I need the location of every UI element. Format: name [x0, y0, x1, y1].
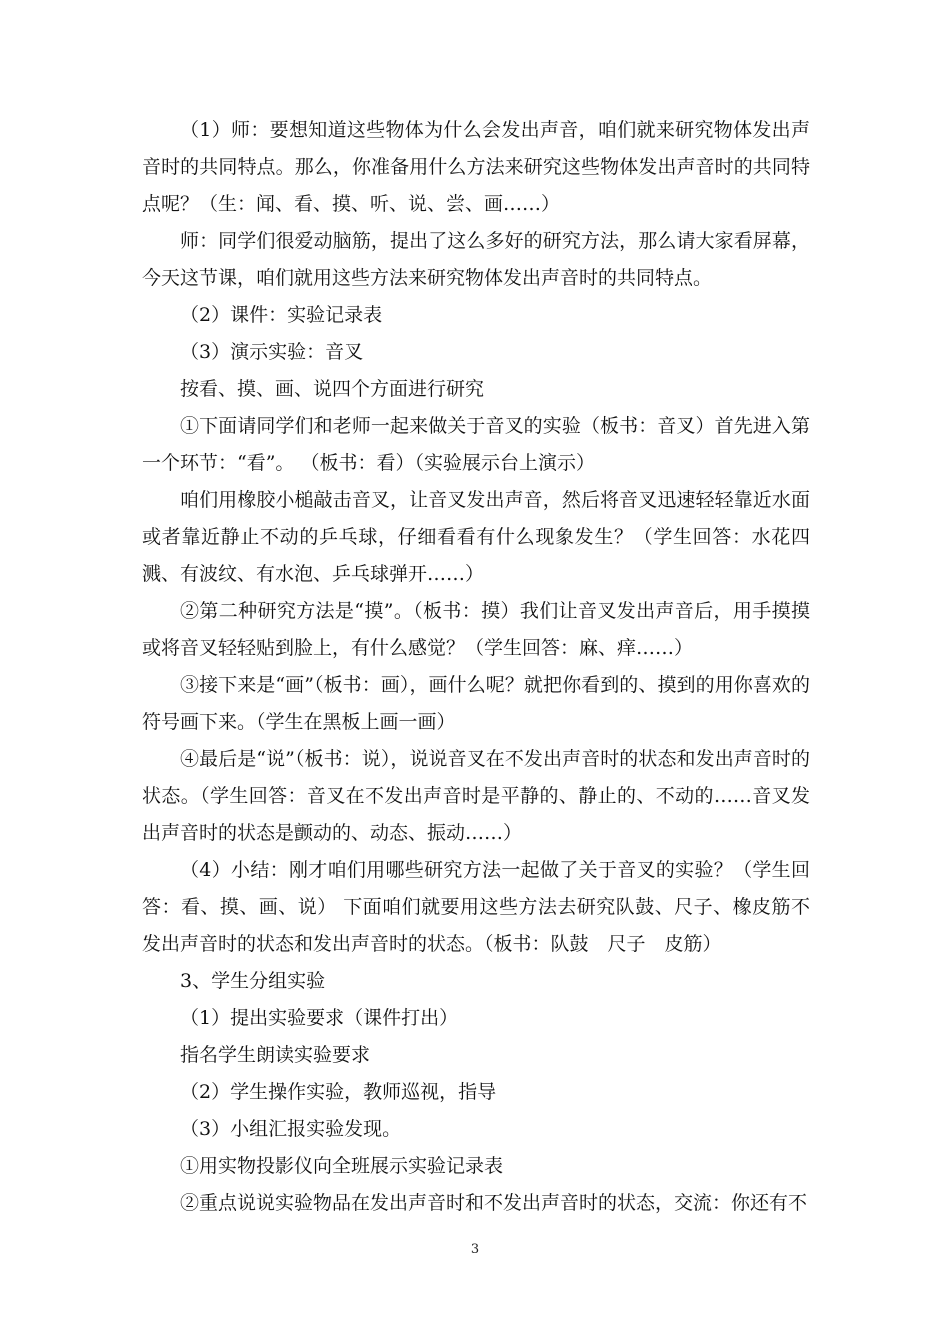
paragraph-key-discussion: ②重点说说实验物品在发出声音时和不发出声音时的状态，交流：你还有不 — [180, 1192, 808, 1214]
paragraph-group-report: （3）小组汇报实验发现。 — [180, 1118, 402, 1140]
paragraph-student-operation: （2）学生操作实验，教师巡视，指导 — [180, 1081, 497, 1103]
paragraph-read-requirements: 指名学生朗读实验要求 — [180, 1044, 371, 1066]
paragraph-teacher-intro: 师：同学们很爱动脑筋，提出了这么多好的研究方法，那么请大家看屏幕，今天这节课，咱们就用这些方法来研究物体发出声音时的共同特点。 — [142, 230, 810, 289]
paragraph-step-draw: ③接下来是“画”（板书：画），画什么呢？就把你看到的、摸到的用你喜欢的符号画下来。（学生在黑板上画一画） — [142, 674, 810, 733]
paragraph-teacher-question: （1）师：要想知道这些物体为什么会发出声音，咱们就来研究物体发出声音时的共同特点。那么，你准备用什么方法来研究这些物体发出声音时的共同特点呢？（生：闻、看、摸、听、说、尝、画……） — [142, 119, 810, 215]
page-number: 3 — [470, 1242, 480, 1257]
paragraph-step-say: ④最后是“说”（板书：说），说说音叉在不发出声音时的状态和发出声音时的状态。（学生回答：音叉在不发出声音时是平静的、静止的、不动的……音叉发出声音时的状态是颤动的、动态、振动……） — [142, 748, 810, 844]
document-body — [142, 112, 810, 1222]
paragraph-step-look: ①下面请同学们和老师一起来做关于音叉的实验（板书：音叉）首先进入第一个环节：“看”。 （板书：看）（实验展示台上演示） — [142, 415, 810, 474]
paragraph-group-experiment-heading: 3、学生分组实验 — [180, 970, 326, 992]
paragraph-demo-experiment: （3）演示实验：音叉 — [180, 341, 364, 363]
paragraph-courseware: （2）课件：实验记录表 — [180, 304, 383, 326]
paragraph-step-touch: ②第二种研究方法是“摸”。（板书：摸）我们让音叉发出声音后，用手摸摸或将音叉轻轻贴到脸上，有什么感觉？（学生回答：麻、痒……） — [142, 600, 810, 659]
paragraph-look-detail: 咱们用橡胶小槌敲击音叉，让音叉发出声音，然后将音叉迅速轻轻靠近水面或者靠近静止不动的乒乓球，仔细看看有什么现象发生？（学生回答：水花四溅、有波纹、有水泡、乒乓球弹开……） — [142, 489, 810, 585]
paragraph-four-aspects: 按看、摸、画、说四个方面进行研究 — [180, 378, 485, 400]
paragraph-summary: （4）小结：刚才咱们用哪些研究方法一起做了关于音叉的实验？（学生回答：看、摸、画、说） 下面咱们就要用这些方法去研究队鼓、尺子、橡皮筋不发出声音时的状态和发出声音时的状态。（板书：队鼓 尺子 皮筋） — [142, 859, 810, 955]
paragraph-projector: ①用实物投影仪向全班展示实验记录表 — [180, 1155, 504, 1177]
paragraph-requirements: （1）提出实验要求（课件打出） — [180, 1007, 459, 1029]
